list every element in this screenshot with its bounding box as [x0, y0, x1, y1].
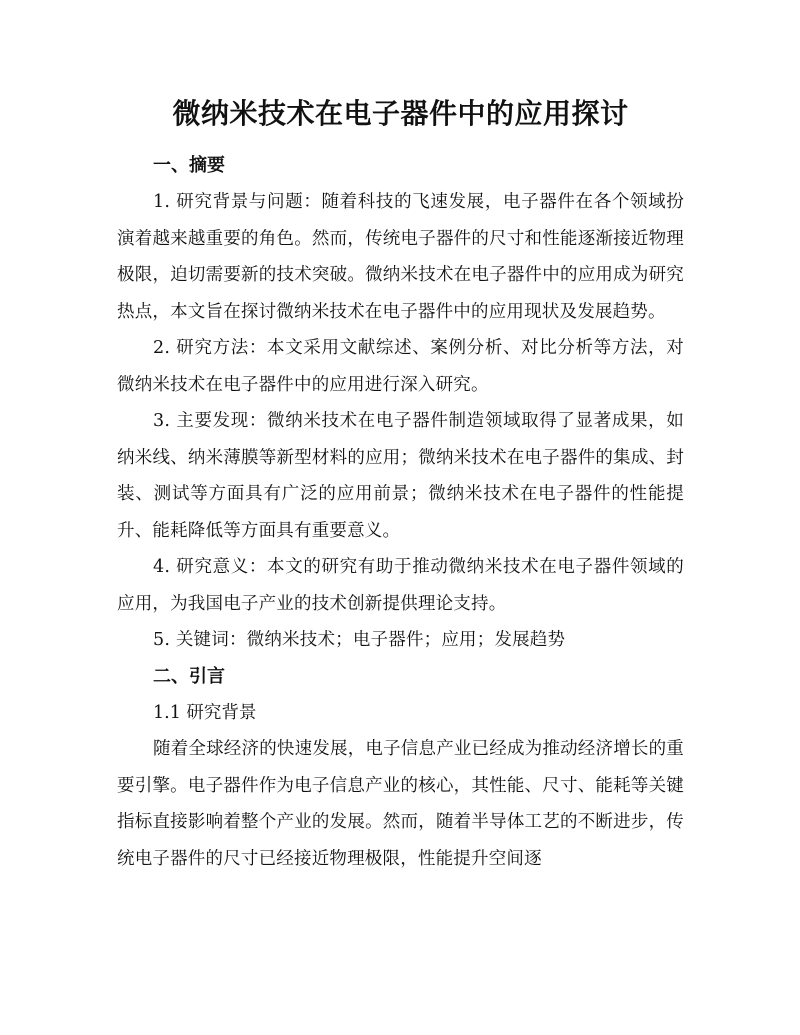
- subsection-heading-background: 1.1 研究背景: [153, 702, 257, 723]
- abstract-paragraph-significance: 4. 研究意义：本文的研究有助于推动微纳米技术在电子器件领域的应用，为我国电子产业的技术创新提供理论支持。: [117, 557, 684, 614]
- document-title: 微纳米技术在电子器件中的应用探讨: [172, 97, 629, 130]
- document-content: [117, 96, 684, 877]
- section-heading-abstract: 一、摘要: [153, 155, 225, 176]
- section-heading-introduction: 二、引言: [153, 665, 225, 687]
- abstract-paragraph-methods: 2. 研究方法：本文采用文献综述、案例分析、对比分析等方法，对微纳米技术在电子器件中的应用进行深入研究。: [117, 338, 684, 395]
- introduction-paragraph: 随着全球经济的快速发展，电子信息产业已经成为推动经济增长的重要引擎。电子器件作为电子信息产业的核心，其性能、尺寸、能耗等关键指标直接影响着整个产业的发展。然而，随着半导体工艺的不断进步，传统电子器件的尺寸已经接近物理极限，性能提升空间逐: [117, 739, 684, 869]
- abstract-paragraph-keywords: 5. 关键词：微纳米技术；电子器件；应用；发展趋势: [153, 630, 566, 650]
- abstract-paragraph-findings: 3. 主要发现：微纳米技术在电子器件制造领域取得了显著成果，如纳米线、纳米薄膜等新型材料的应用；微纳米技术在电子器件的集成、封装、测试等方面具有广泛的应用前景；微纳米技术在电子器件的性能提升、能耗降低等方面具有重要意义。: [117, 411, 684, 541]
- abstract-paragraph-background: 1. 研究背景与问题：随着科技的飞速发展，电子器件在各个领域扮演着越来越重要的角色。然而，传统电子器件的尺寸和性能逐渐接近物理极限，迫切需要新的技术突破。微纳米技术在电子器件中的应用成为研究热点，本文旨在探讨微纳米技术在电子器件中的应用现状及发展趋势。: [117, 192, 684, 322]
